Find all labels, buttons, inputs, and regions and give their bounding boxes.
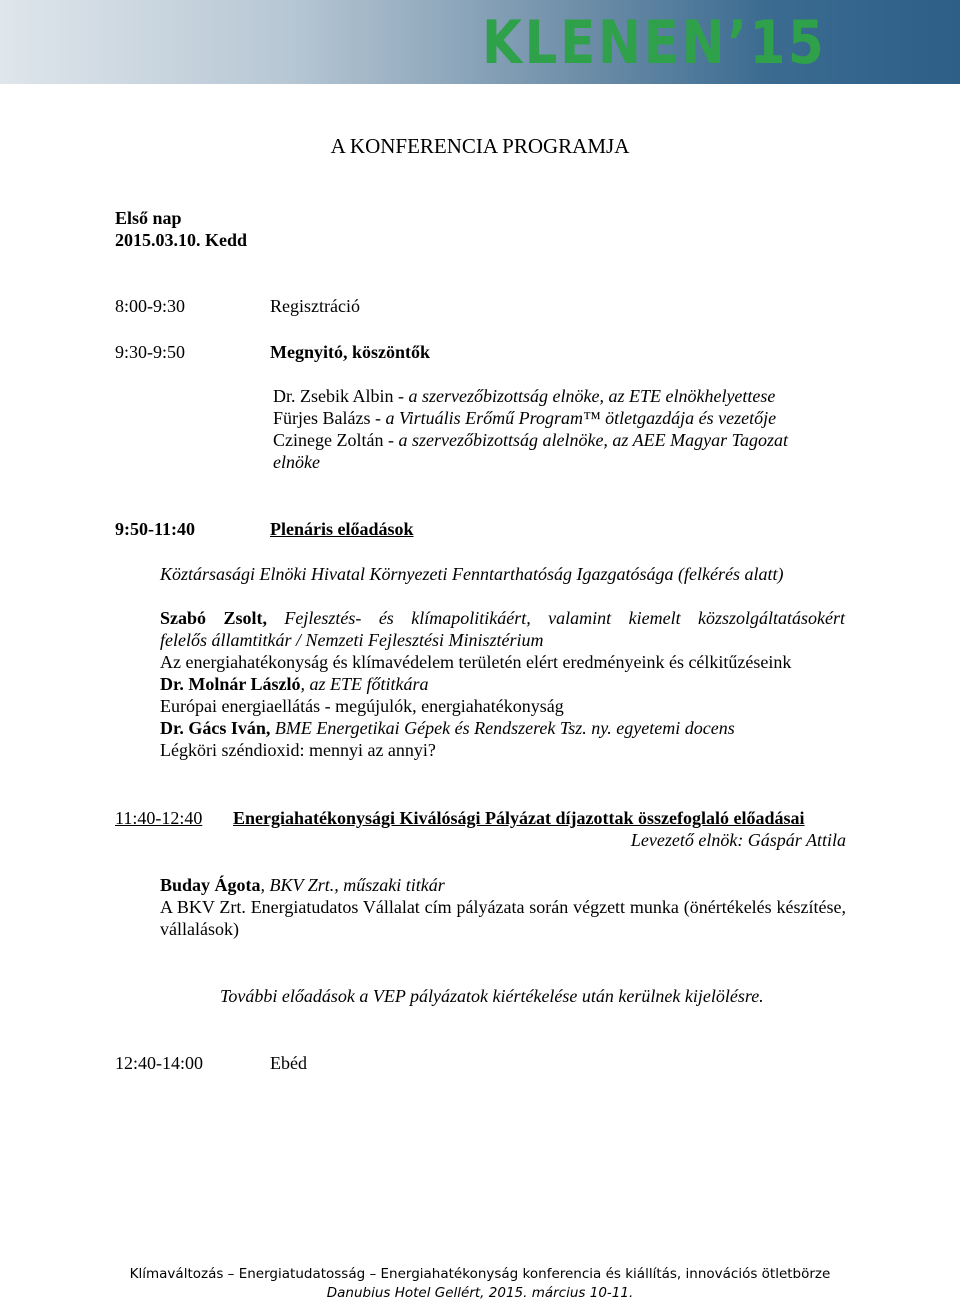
registration-time: 8:00-9:30 — [115, 296, 185, 316]
speaker-role: , az ETE főtitkára — [300, 674, 429, 694]
speaker-role: Fejlesztés- és klímapolitikáért, valamint kiemelt közszolgáltatásokért — [284, 608, 845, 628]
speaker-role: , BKV Zrt., műszaki titkár — [260, 875, 445, 895]
opening-label: Megnyitó, köszöntők — [270, 342, 431, 362]
speaker-role-cont: felelős államtitkár / Nemzeti Fejlesztési Minisztérium — [160, 630, 544, 650]
awards-chair: Levezető elnök: Gáspár Attila — [630, 830, 846, 850]
footer-line: Klímaváltozás – Energiatudatosság – Energiahatékonyság konferencia és kiállítás, innovációs ötletbörze — [129, 1266, 831, 1282]
talk-title: Európai energiaellátás - megújulók, energiahatékonyság — [160, 696, 564, 716]
gacs-line — [160, 717, 735, 739]
buday-line — [160, 874, 445, 896]
opening-time: 9:30-9:50 — [115, 342, 185, 362]
speaker-name: Dr. Molnár László — [160, 674, 301, 694]
speaker-role: - a szervezőbizottság elnöke, az ETE elnökhelyettese — [393, 386, 776, 406]
speaker-role: elnöke — [273, 452, 320, 472]
speaker-role: BME Energetikai Gépek és Rendszerek Tsz. ny. egyetemi docens — [270, 718, 735, 738]
lunch-label: Ebéd — [270, 1053, 307, 1073]
speaker-name: Szabó Zsolt, — [160, 608, 267, 628]
opening-speaker — [273, 407, 776, 429]
opening-speaker — [273, 385, 775, 407]
footer-venue: Danubius Hotel Gellért, 2015. március 10-11. — [326, 1285, 634, 1301]
speaker-name: Czinege Zoltán — [273, 430, 384, 450]
day-date: 2015.03.10. Kedd — [115, 230, 248, 250]
molnar-line — [160, 673, 429, 695]
talk-title: Az energiahatékonyság és klímavédelem területén elért eredményeink és célkitűzéseink — [160, 652, 792, 672]
speaker-role: - a Virtuális Erőmű Program™ ötletgazdája és vezetője — [370, 408, 777, 428]
speaker-name: Dr. Zsebik Albin — [273, 386, 394, 406]
speaker-name: Fürjes Balázs — [273, 408, 371, 428]
talk-title: Légköri széndioxid: mennyi az annyi? — [160, 740, 436, 760]
talk-title: A BKV Zrt. Energiatudatos Vállalat cím pályázata során végzett munka (önértékelés készítése, vállalások) — [160, 897, 846, 939]
office-line: Köztársasági Elnöki Hivatal Környezeti Fenntarthatóság Igazgatósága (felkérés alatt) — [160, 564, 784, 584]
speaker-name: Buday Ágota — [160, 875, 261, 895]
opening-speaker — [273, 429, 788, 451]
awards-time: 11:40-12:40 — [115, 808, 203, 828]
awards-note: További előadások a VEP pályázatok kiértékelése után kerülnek kijelölésre. — [220, 986, 764, 1006]
speaker-name: Dr. Gács Iván, — [160, 718, 271, 738]
plenary-time: 9:50-11:40 — [115, 519, 195, 539]
klenen-logo: KLENEN’15 — [481, 8, 826, 78]
lunch-time: 12:40-14:00 — [115, 1053, 203, 1073]
page-title: A KONFERENCIA PROGRAMJA — [330, 134, 630, 158]
szabo-line — [160, 607, 845, 629]
header-banner — [0, 0, 960, 84]
plenary-label: Plenáris előadások — [270, 519, 414, 539]
day-label: Első nap — [115, 208, 182, 228]
awards-label: Energiahatékonysági Kiválósági Pályázat díjazottak összefoglaló előadásai — [233, 808, 805, 828]
registration-label: Regisztráció — [270, 296, 360, 316]
speaker-role: - a szervezőbizottság alelnöke, az AEE Magyar Tagozat — [383, 430, 788, 450]
